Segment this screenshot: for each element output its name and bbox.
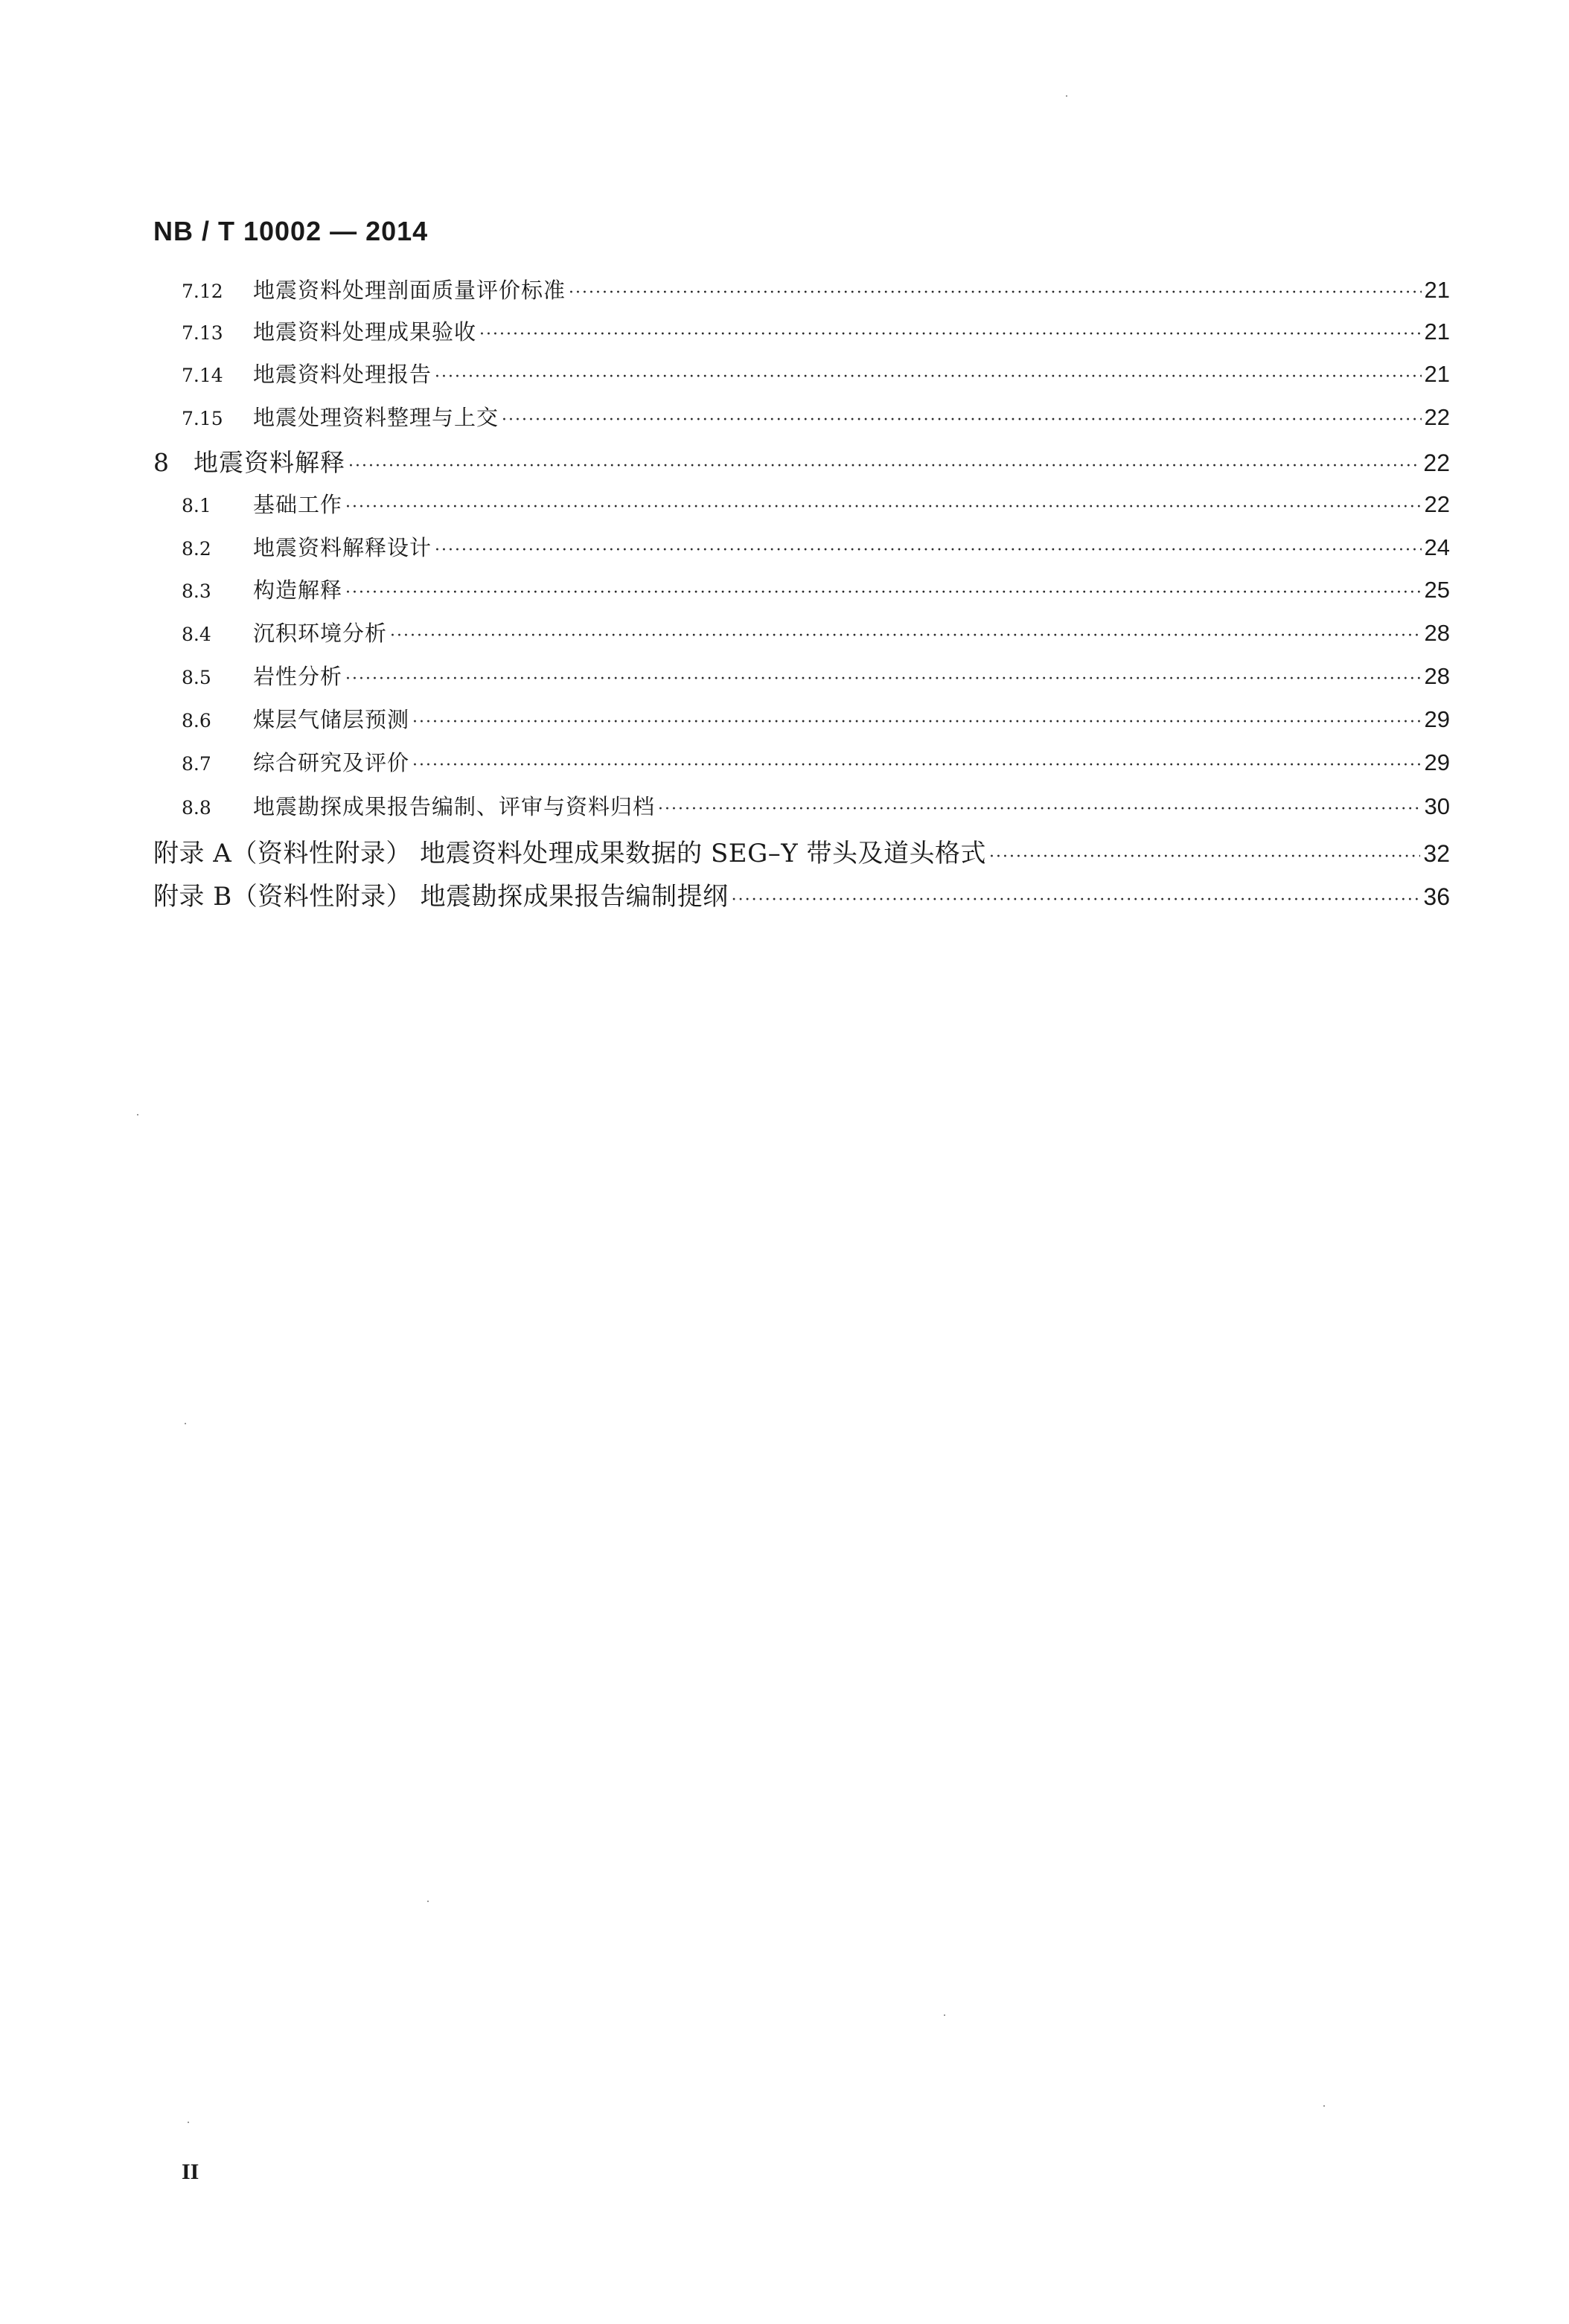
toc-entry-page: 29 bbox=[1424, 706, 1450, 732]
toc-entry-page: 21 bbox=[1424, 318, 1450, 345]
toc-entry-page: 22 bbox=[1423, 449, 1450, 476]
toc-entry-7-12[interactable] bbox=[182, 274, 1450, 304]
dot-leader bbox=[658, 800, 1422, 819]
toc-entry-page: 22 bbox=[1424, 491, 1450, 517]
toc-entry-page: 24 bbox=[1424, 534, 1450, 560]
dot-leader bbox=[348, 457, 1420, 476]
toc-entry-7-13[interactable] bbox=[182, 316, 1450, 346]
toc-entry-title: 地震资料解释 bbox=[194, 448, 345, 477]
toc-entry-number: 8.1 bbox=[182, 495, 211, 516]
toc-entry-title: 岩性分析 bbox=[253, 664, 343, 689]
dot-leader bbox=[412, 713, 1422, 732]
dot-leader bbox=[345, 670, 1422, 688]
scan-speck bbox=[1323, 2105, 1325, 2107]
toc-entry-8-3[interactable] bbox=[182, 574, 1450, 604]
toc-entry-8-2[interactable] bbox=[182, 531, 1450, 562]
dot-leader bbox=[412, 756, 1422, 775]
toc-entry-page: 29 bbox=[1424, 749, 1450, 775]
scan-speck bbox=[185, 1423, 186, 1424]
dot-leader bbox=[989, 848, 1420, 866]
toc-entry-title: 基础工作 bbox=[253, 492, 343, 517]
toc-entry-number: 8.2 bbox=[182, 538, 211, 560]
toc-entry-number: 8.3 bbox=[182, 580, 211, 602]
dot-leader bbox=[569, 284, 1422, 302]
dot-leader bbox=[390, 627, 1422, 645]
toc-entry-number: 8.4 bbox=[182, 624, 211, 645]
page-number: II bbox=[182, 2160, 199, 2184]
toc-entry-number: 8.5 bbox=[182, 667, 211, 688]
scan-speck bbox=[188, 2122, 189, 2123]
toc-entry-number: 8.7 bbox=[182, 753, 211, 775]
scan-speck bbox=[944, 2014, 945, 2016]
toc-entry-7-15[interactable] bbox=[182, 401, 1450, 432]
toc-entry-number: 7.12 bbox=[182, 281, 223, 302]
toc-entry-number: 8.8 bbox=[182, 797, 211, 819]
toc-entry-number: 8.6 bbox=[182, 710, 211, 732]
toc-entry-page: 21 bbox=[1424, 361, 1450, 387]
toc-entry-8-1[interactable] bbox=[182, 488, 1450, 519]
dot-leader bbox=[345, 583, 1422, 602]
toc-entry-8-4[interactable] bbox=[182, 617, 1450, 647]
toc-entry-page: 28 bbox=[1424, 620, 1450, 646]
toc-entry-title: 沉积环境分析 bbox=[253, 621, 388, 646]
scan-speck bbox=[137, 1114, 138, 1115]
scan-speck bbox=[1066, 95, 1067, 97]
toc-entry-title: 地震资料处理报告 bbox=[253, 362, 432, 387]
toc-entry-title: 构造解释 bbox=[253, 577, 343, 603]
toc-entry-8-5[interactable] bbox=[182, 660, 1450, 691]
scan-speck bbox=[427, 1901, 429, 1902]
dot-leader bbox=[479, 325, 1422, 344]
toc-entry-title: 附录 B（资料性附录） 地震勘探成果报告编制提纲 bbox=[153, 882, 729, 912]
toc-entry-page: 25 bbox=[1424, 577, 1450, 603]
standard-number-header: NB / T 10002 — 2014 bbox=[153, 216, 429, 246]
toc-entry-number: 7.13 bbox=[182, 322, 223, 344]
toc-entry-title: 地震资料处理成果验收 bbox=[253, 319, 477, 345]
toc-entry-8-7[interactable] bbox=[182, 746, 1450, 777]
toc-entry-annex-a[interactable] bbox=[153, 833, 1450, 869]
toc-entry-page: 30 bbox=[1424, 793, 1450, 819]
toc-entry-page: 32 bbox=[1423, 840, 1450, 867]
toc-entry-page: 21 bbox=[1424, 277, 1450, 303]
toc-entry-title: 地震资料解释设计 bbox=[253, 535, 432, 560]
dot-leader bbox=[502, 411, 1422, 429]
dot-leader bbox=[345, 498, 1422, 516]
toc-entry-7-14[interactable] bbox=[182, 358, 1450, 388]
toc-entry-title: 地震勘探成果报告编制、评审与资料归档 bbox=[253, 794, 656, 819]
toc-entry-number: 8 bbox=[153, 448, 169, 477]
toc-entry-8[interactable] bbox=[153, 444, 1450, 478]
dot-leader bbox=[732, 891, 1421, 909]
toc-entry-page: 22 bbox=[1424, 404, 1450, 430]
toc-entry-annex-b[interactable] bbox=[153, 876, 1450, 912]
dot-leader bbox=[435, 368, 1422, 386]
toc-entry-title: 地震处理资料整理与上交 bbox=[253, 405, 499, 430]
toc-entry-8-6[interactable] bbox=[182, 703, 1450, 734]
toc-entry-number: 7.15 bbox=[182, 408, 223, 429]
dot-leader bbox=[435, 541, 1422, 560]
toc-entry-8-8[interactable] bbox=[182, 790, 1450, 821]
toc-entry-title: 煤层气储层预测 bbox=[253, 707, 410, 732]
toc-entry-title: 综合研究及评价 bbox=[253, 750, 410, 775]
toc-entry-number: 7.14 bbox=[182, 365, 223, 386]
toc-entry-title: 附录 A（资料性附录） 地震资料处理成果数据的 SEG–Y 带头及道头格式 bbox=[153, 839, 986, 868]
toc-entry-page: 28 bbox=[1424, 663, 1450, 689]
toc-entry-page: 36 bbox=[1423, 883, 1450, 910]
toc-entry-title: 地震资料处理剖面质量评价标准 bbox=[253, 278, 566, 303]
